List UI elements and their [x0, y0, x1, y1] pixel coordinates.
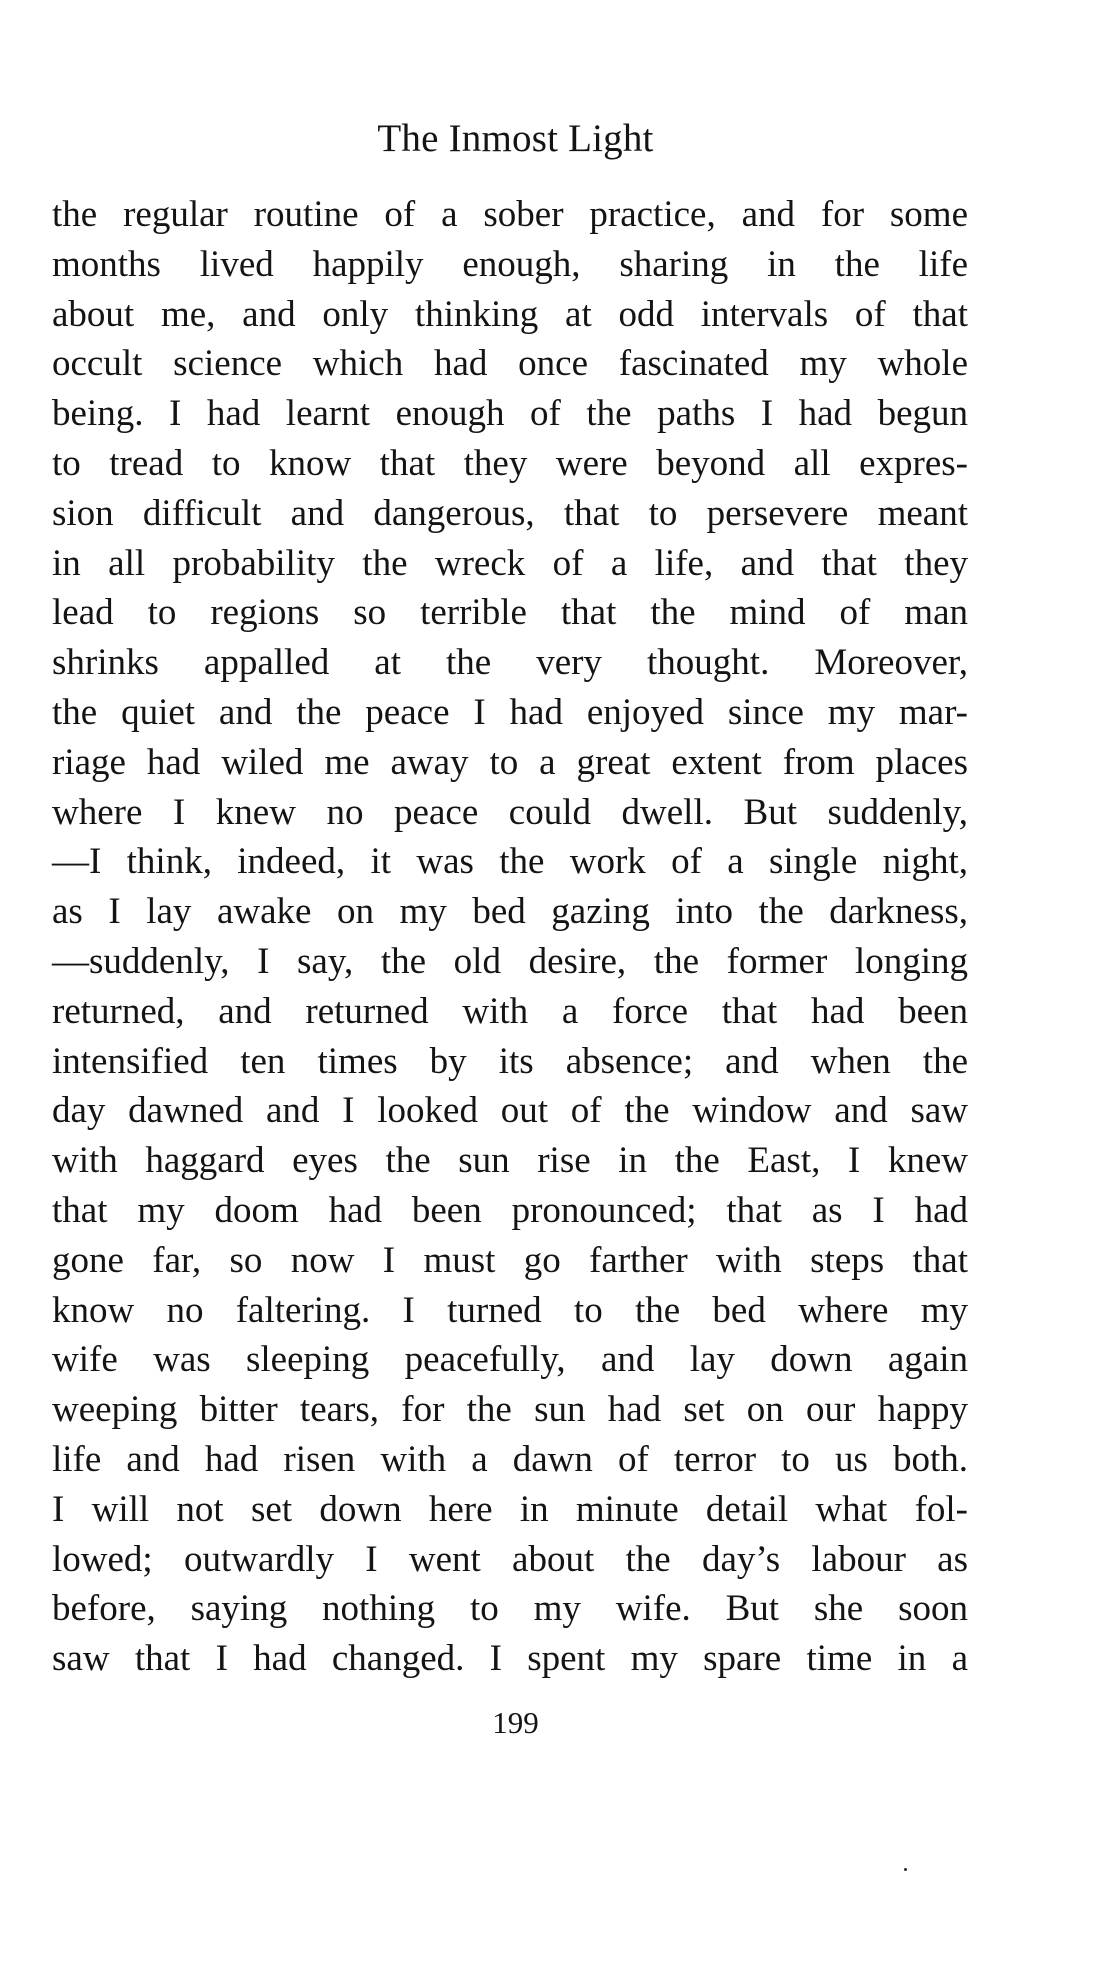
- text-line: occult science which had once fascinated my whole: [52, 343, 968, 385]
- text-line: before, saying nothing to my wife. But she soon: [52, 1588, 968, 1630]
- text-line: lead to regions so terrible that the mind of man: [52, 592, 968, 634]
- text-line: being. I had learnt enough of the paths I had begun: [52, 393, 968, 435]
- text-line: lowed; outwardly I went about the day’s labour as: [52, 1538, 968, 1580]
- text-line: riage had wiled me away to a great extent from places: [52, 741, 968, 783]
- text-line: returned, and returned with a force that had been: [52, 990, 968, 1032]
- ink-speck: [904, 1868, 907, 1871]
- text-line: sion difficult and dangerous, that to persevere meant: [52, 492, 968, 534]
- text-line: months lived happily enough, sharing in the life: [52, 243, 968, 285]
- text-line: the regular routine of a sober practice, and for some: [52, 194, 968, 235]
- text-line: —suddenly, I say, the old desire, the former longing: [52, 940, 968, 982]
- text-line: wife was sleeping peacefully, and lay down again: [52, 1339, 968, 1381]
- text-line: to tread to know that they were beyond all expres-: [52, 442, 968, 484]
- text-line: life and had risen with a dawn of terror to us both.: [52, 1438, 968, 1480]
- text-line: intensified ten times by its absence; and when the: [52, 1040, 968, 1082]
- running-head: The Inmost Light: [377, 117, 654, 160]
- page-number: 199: [492, 1705, 539, 1740]
- text-line: in all probability the wreck of a life, and that they: [52, 542, 968, 584]
- text-line: the quiet and the peace I had enjoyed since my mar-: [52, 691, 968, 733]
- text-line: where I knew no peace could dwell. But suddenly,: [52, 791, 968, 833]
- body-text: [52, 190, 968, 1684]
- text-line: as I lay awake on my bed gazing into the darkness,: [52, 891, 968, 933]
- text-line: saw that I had changed. I spent my spare time in a: [52, 1638, 968, 1680]
- text-line: I will not set down here in minute detail what fol-: [52, 1488, 968, 1530]
- text-line: that my doom had been pronounced; that as I had: [52, 1189, 968, 1231]
- text-line: know no faltering. I turned to the bed where my: [52, 1289, 968, 1331]
- text-line: with haggard eyes the sun rise in the East, I knew: [52, 1140, 968, 1182]
- text-line: shrinks appalled at the very thought. Moreover,: [52, 642, 968, 684]
- text-line: gone far, so now I must go farther with steps that: [52, 1239, 968, 1281]
- text-line: about me, and only thinking at odd intervals of that: [52, 293, 968, 335]
- text-line: weeping bitter tears, for the sun had set on our happy: [52, 1389, 968, 1431]
- text-line: —I think, indeed, it was the work of a single night,: [52, 841, 968, 883]
- text-line: day dawned and I looked out of the window and saw: [52, 1090, 968, 1132]
